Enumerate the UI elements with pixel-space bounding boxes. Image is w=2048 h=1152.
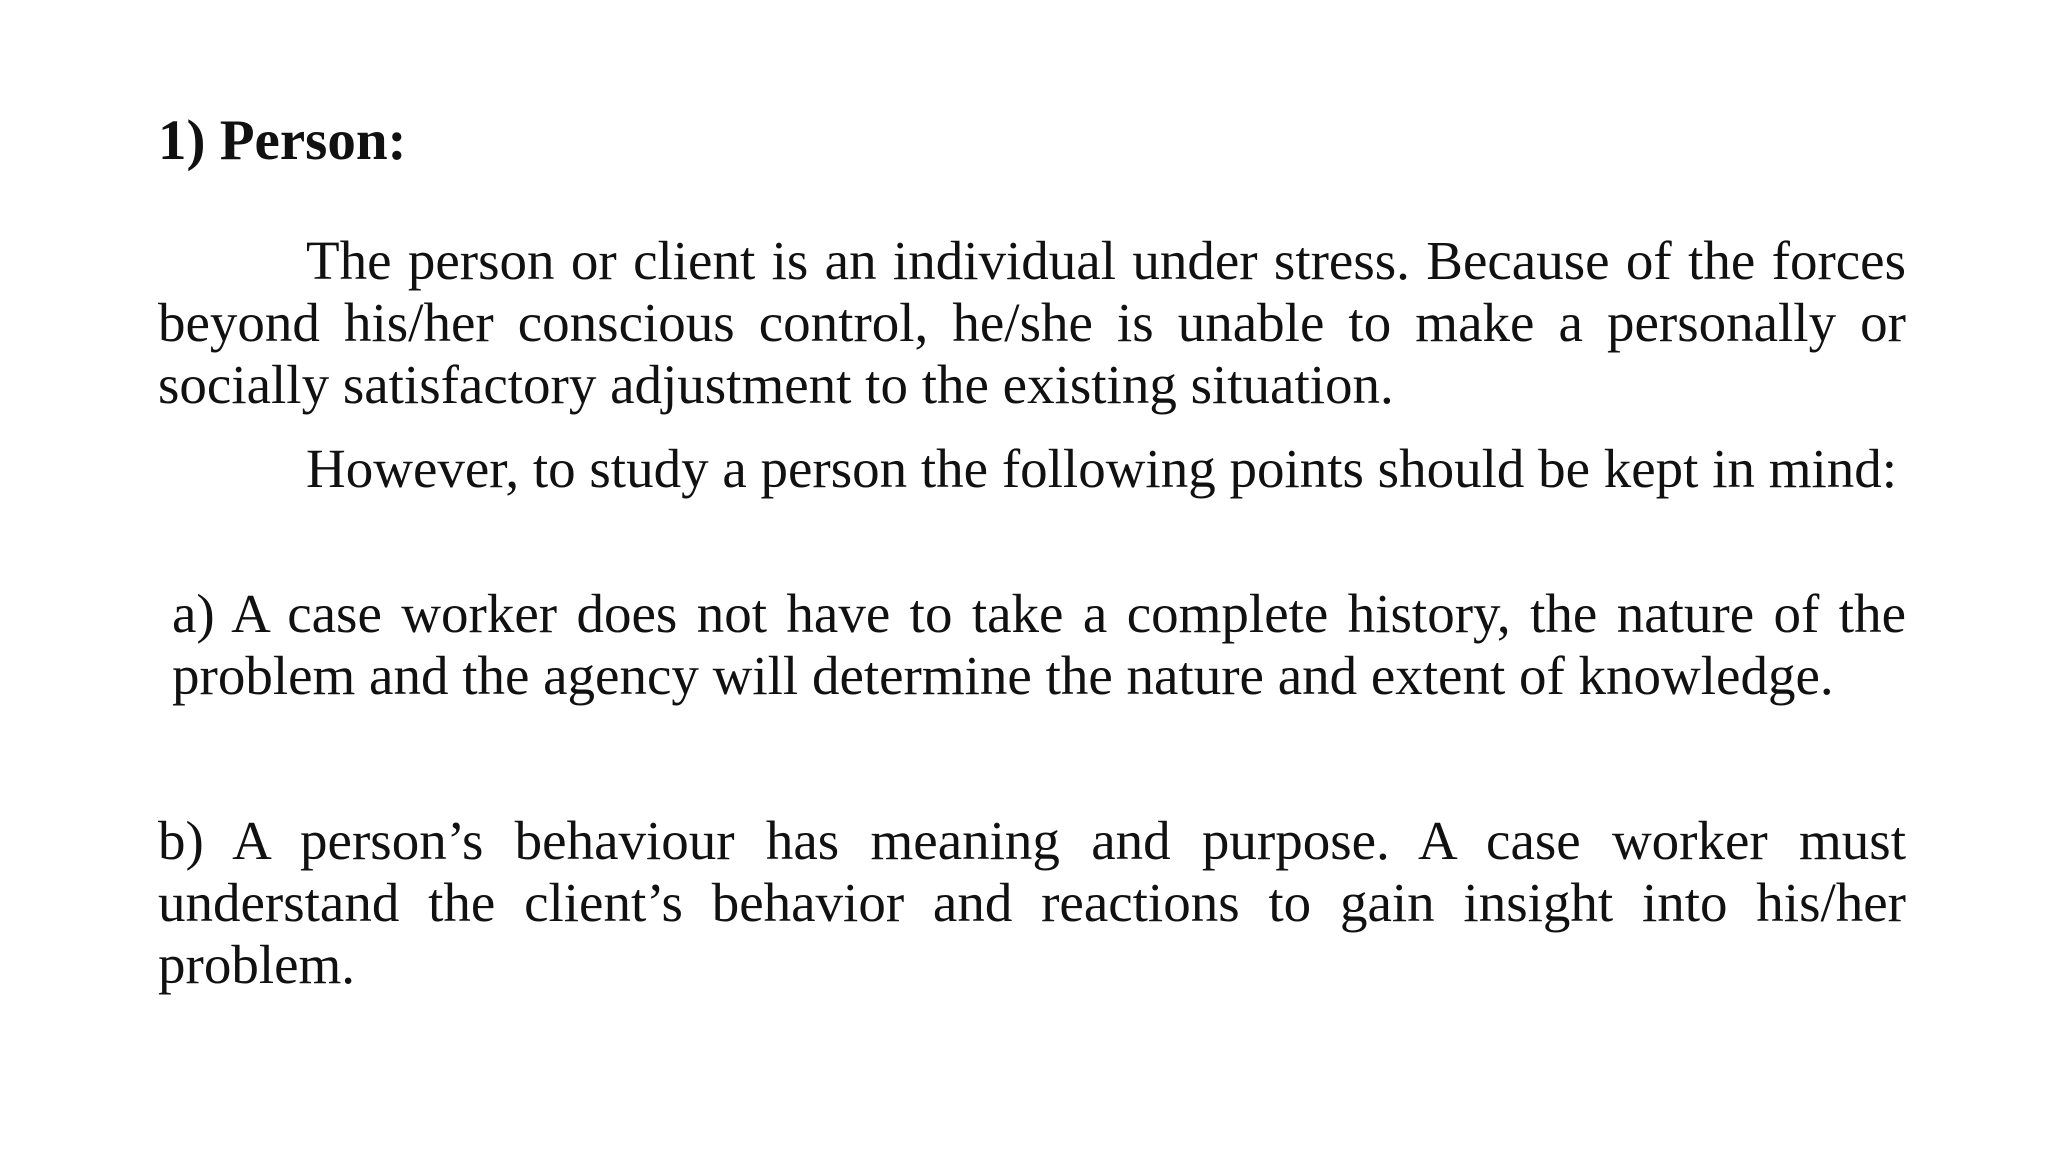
- paragraph-study-points-intro: However, to study a person the following points should be kept in mind:: [306, 438, 1898, 499]
- list-item-b: b) A person’s behaviour has meaning and purpose. A case worker must understand the client’s behavior and reactions to gain insight into his/her problem.: [158, 810, 1906, 995]
- paragraph-client-definition: The person or client is an individual under stress. Because of the forces beyond his/her conscious control, he/she is unable to make a personally or socially satisfactory adjustment to the existing situation.: [158, 230, 1906, 415]
- section-heading: 1) Person:: [158, 109, 407, 172]
- list-item-a: a) A case worker does not have to take a complete history, the nature of the problem and the agency will determine the nature and extent of knowledge.: [172, 583, 1906, 706]
